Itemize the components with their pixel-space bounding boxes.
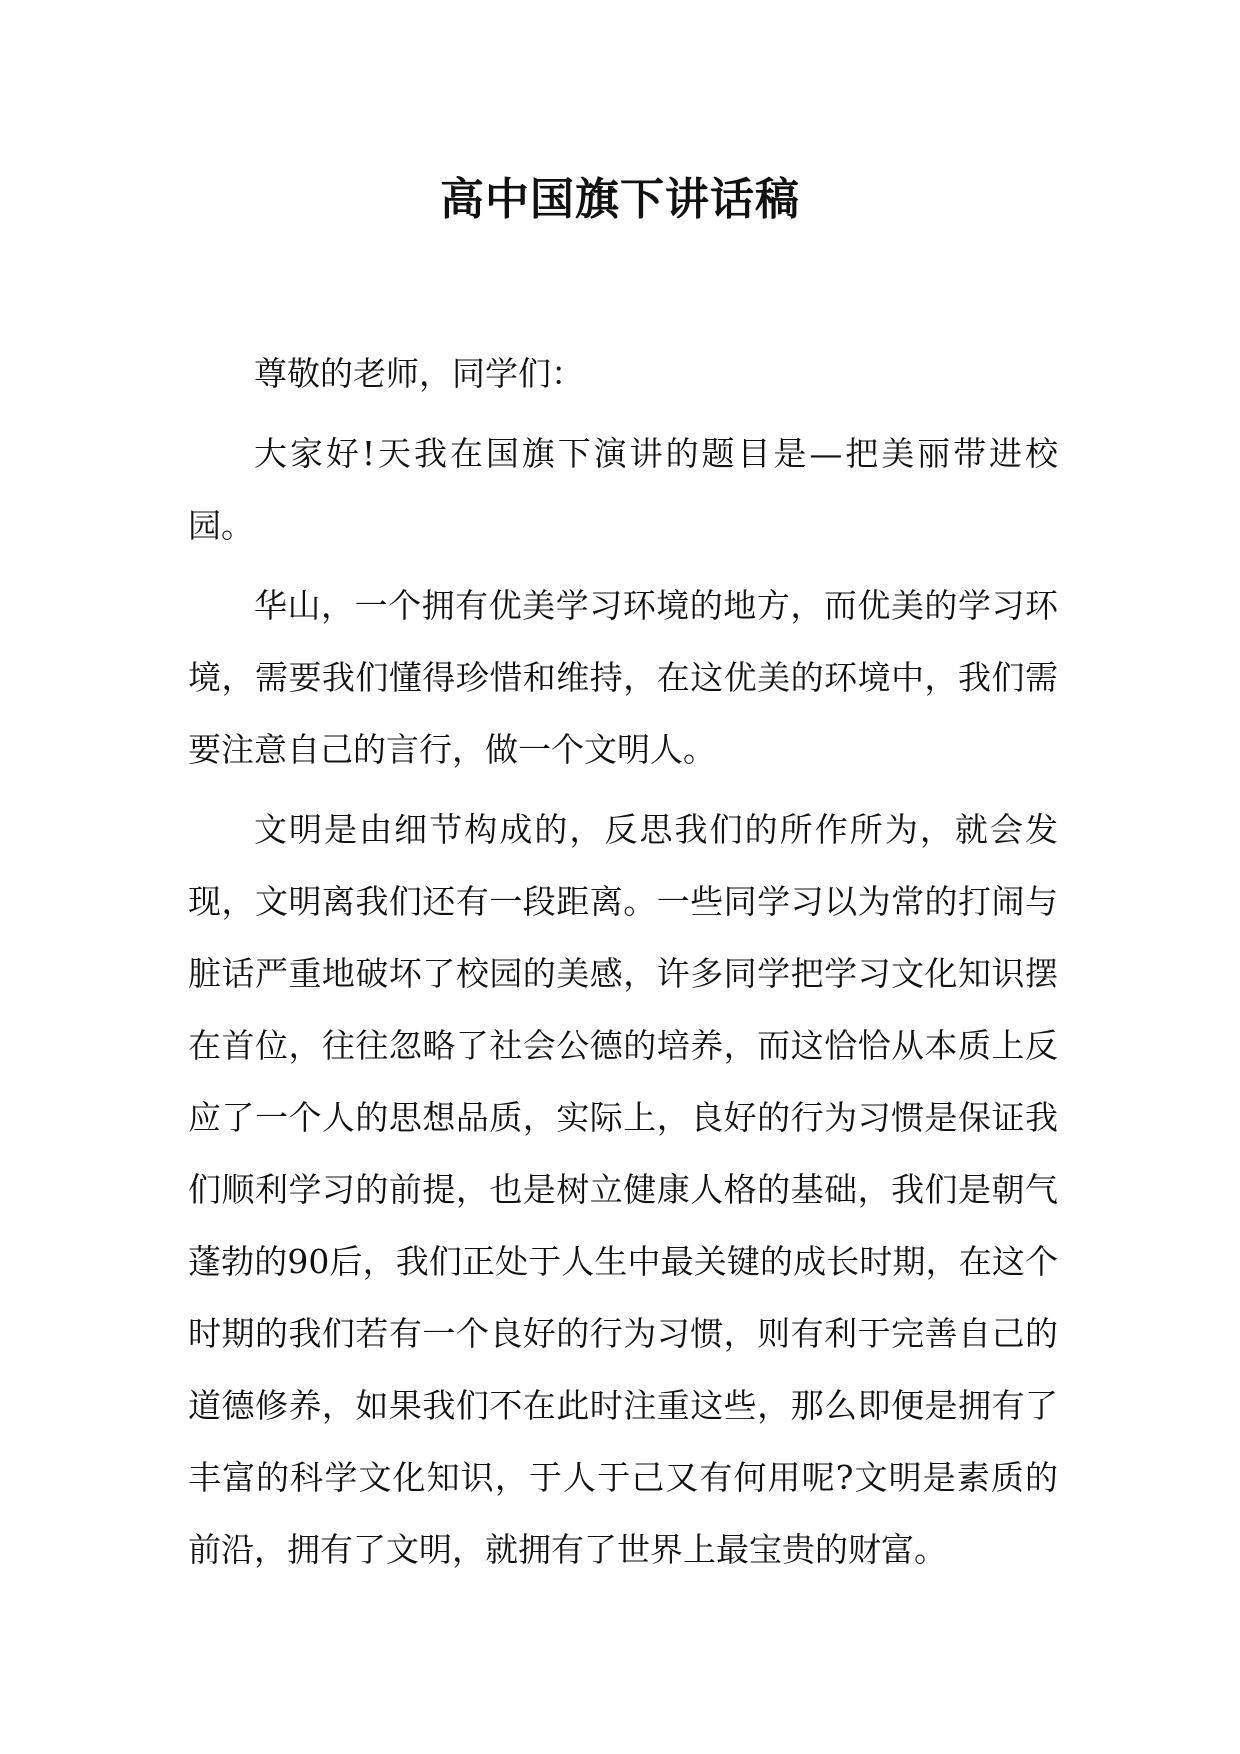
body-paragraph-2: 文明是由细节构成的，反思我们的所作所为，就会发现，文明离我们还有一段距离。一些同学习以为常的打闹与脏话严重地破坏了校园的美感，许多同学把学习文化知识摆在首位，往往忽略了社会公德的培养，而这恰恰从本质上反应了一个人的思想品质，实际上，良好的行为习惯是保证我们顺利学习的前提，也是树立健康人格的基础，我们是朝气蓬勃的90后，我们正处于人生中最关键的成长时期，在这个时期的我们若有一个良好的行为习惯，则有利于完善自己的道德修养，如果我们不在此时注重这些，那么即便是拥有了丰富的科学文化知识，于人于己又有何用呢?文明是素质的前沿，拥有了文明，就拥有了世界上最宝贵的财富。	[188, 810, 1058, 1569]
body-paragraph-1: 华山，一个拥有优美学习环境的地方，而优美的学习环境，需要我们懂得珍惜和维持，在这优美的环境中，我们需要注意自己的言行，做一个文明人。	[188, 586, 1058, 769]
greeting-paragraph: 尊敬的老师，同学们：	[254, 354, 584, 393]
document-title: 高中国旗下讲话稿	[440, 174, 800, 225]
document-body	[188, 338, 1058, 1594]
opening-paragraph: 大家好!天我在国旗下演讲的题目是—把美丽带进校园。	[188, 434, 1058, 545]
